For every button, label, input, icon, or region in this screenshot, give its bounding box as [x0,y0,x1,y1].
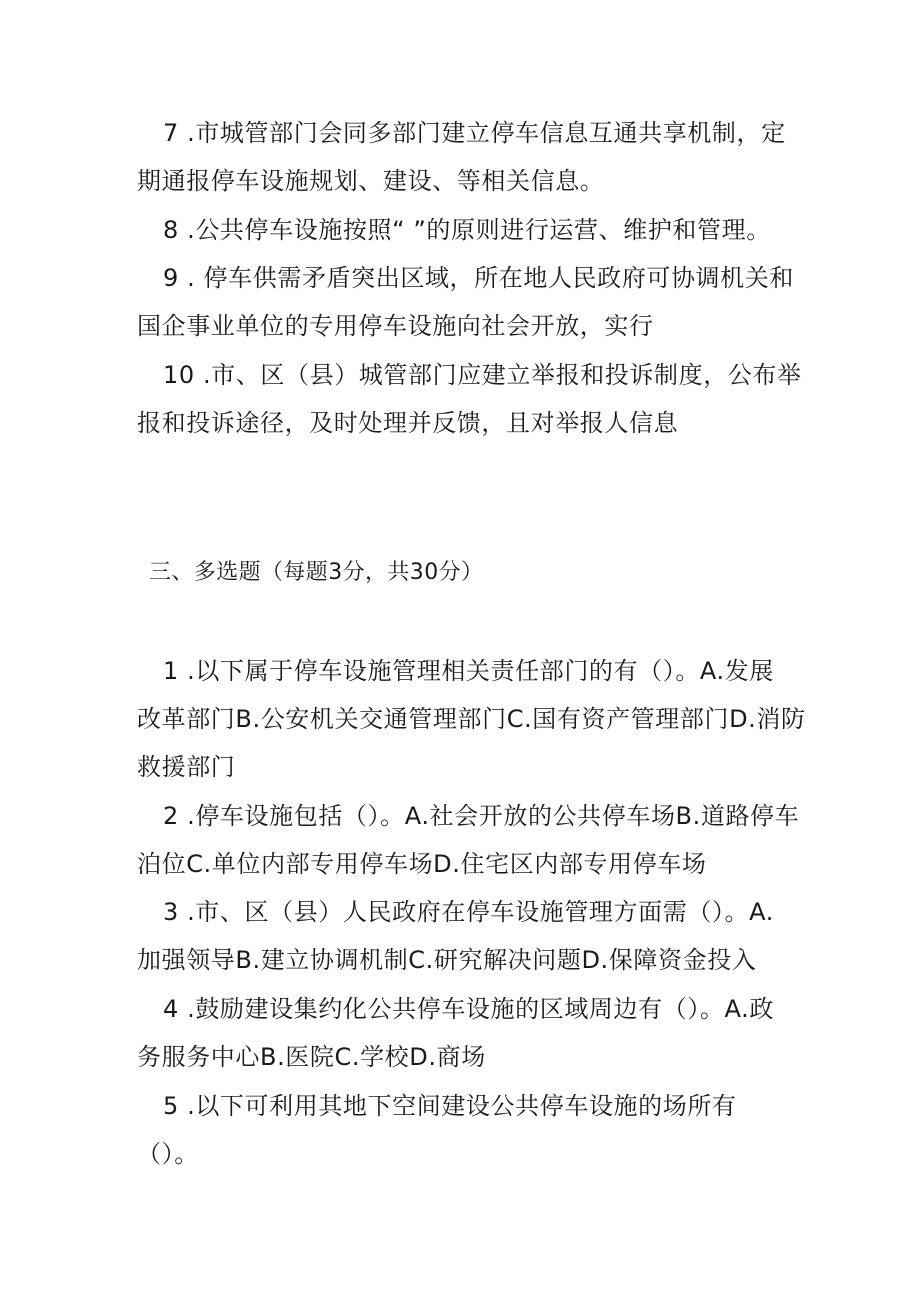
q10-line-1: 10 .市、区（县）城管部门应建立举报和投诉制度，公布举 [163,361,802,389]
mq1-line-2: 改革部门B.公安机关交通管理部门C.国有资产管理部门D.消防 [137,705,806,733]
mq2-line-2: 泊位C.单位内部专用停车场D.住宅区内部专用停车场 [137,850,707,878]
mq1-line-1: 1 .以下属于停车设施管理相关责任部门的有（）。A.发展 [163,657,774,685]
section-3-heading: 三、多选题（每题3分，共30分） [149,560,484,585]
mq5-line-2: （）。 [137,1140,199,1168]
mq3-line-2: 加强领导B.建立协调机制C.研究解决问题D.保障资金投入 [137,946,757,974]
q10-line-2: 报和投诉途径，及时处理并反馈，且对举报人信息 [137,409,679,437]
q9-line-1: 9 . 停车供需矛盾突出区域，所在地人民政府可协调机关和 [163,264,794,292]
q7-line-1: 7 .市城管部门会同多部门建立停车信息互通共享机制，定 [163,119,786,147]
mq5-line-1: 5 .以下可利用其地下空间建设公共停车设施的场所有 [163,1092,737,1120]
q7-line-2: 期通报停车设施规划、建设、等相关信息。 [137,167,605,195]
mq4-line-1: 4 .鼓励建设集约化公共停车设施的区域周边有（）。A.政 [163,995,774,1023]
mq3-line-1: 3 .市、区（县）人民政府在停车设施管理方面需（）。A. [163,898,774,926]
mq4-line-2: 务服务中心B.医院C.学校D.商场 [137,1043,486,1071]
mq1-line-3: 救援部门 [137,753,236,781]
q8-line-1: 8 .公共停车设施按照“ ”的原则进行运营、维护和管理。 [163,216,771,244]
mq2-line-1: 2 .停车设施包括（）。A.社会开放的公共停车场B.道路停车 [163,802,800,830]
q9-line-2: 国企事业单位的专用停车设施向社会开放，实行 [137,312,654,340]
